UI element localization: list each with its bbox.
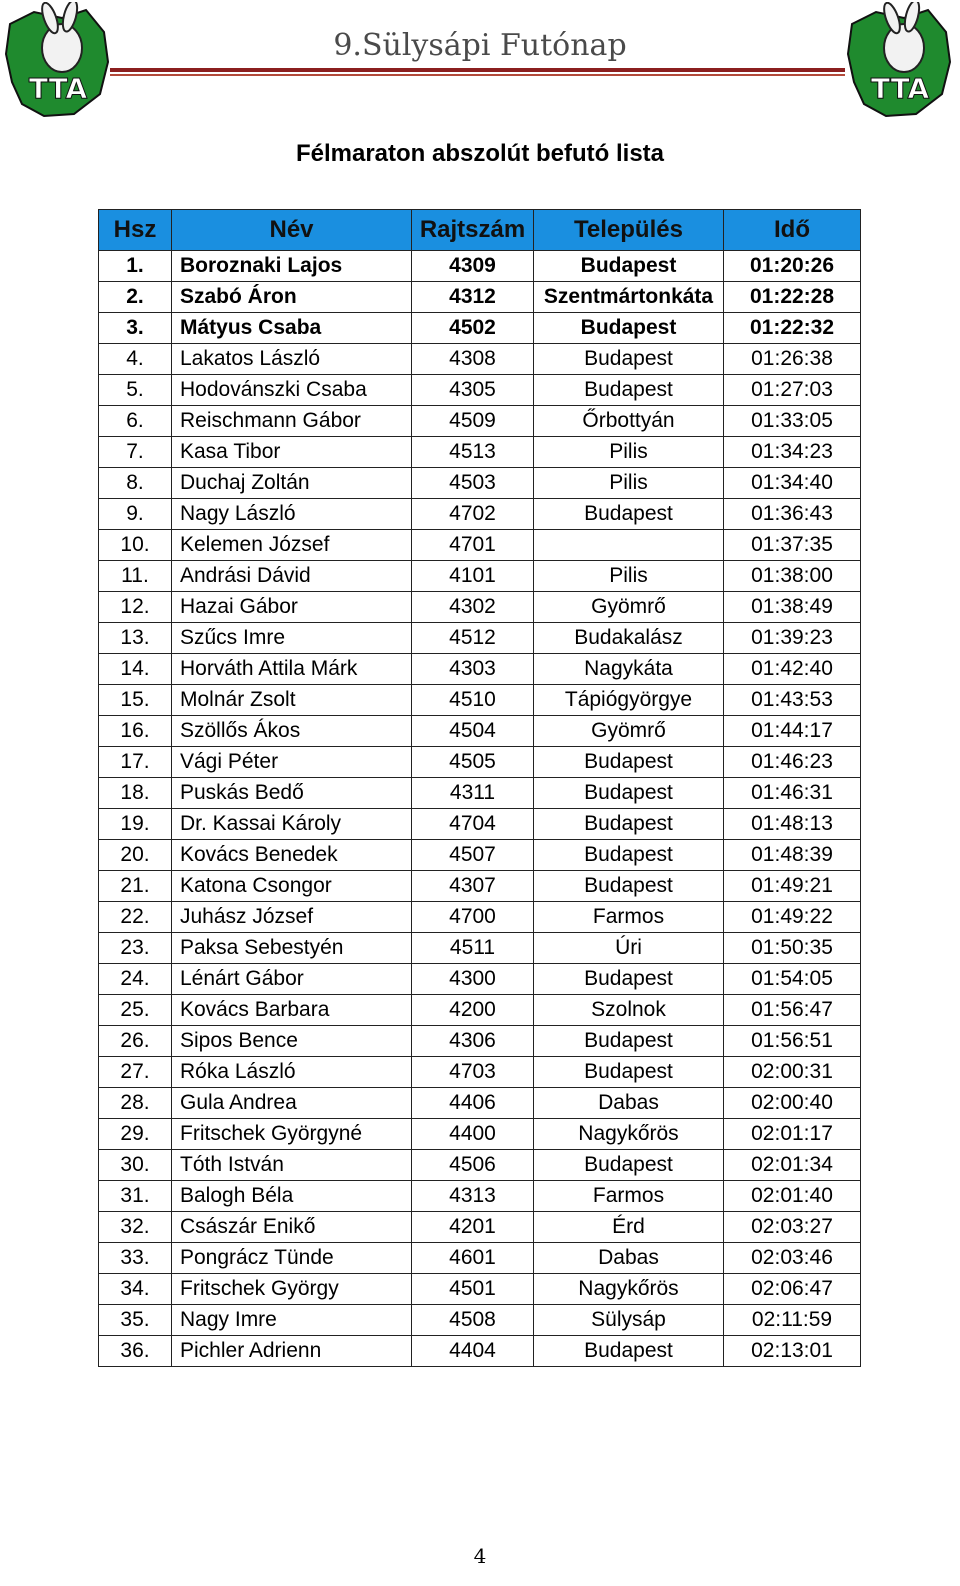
rank-cell: 26. bbox=[99, 1026, 172, 1057]
table-row bbox=[99, 623, 861, 654]
rank-cell: 3. bbox=[99, 313, 172, 344]
name-cell: Kovács Benedek bbox=[172, 840, 412, 871]
rank-cell: 18. bbox=[99, 778, 172, 809]
table-row bbox=[99, 468, 861, 499]
bib-cell: 4700 bbox=[412, 902, 534, 933]
town-cell: Szolnok bbox=[534, 995, 724, 1026]
table-row bbox=[99, 716, 861, 747]
table-row bbox=[99, 406, 861, 437]
table-row bbox=[99, 964, 861, 995]
bib-cell: 4504 bbox=[412, 716, 534, 747]
bib-cell: 4406 bbox=[412, 1088, 534, 1119]
town-cell: Budapest bbox=[534, 1026, 724, 1057]
name-cell: Szabó Áron bbox=[172, 282, 412, 313]
name-cell: Balogh Béla bbox=[172, 1181, 412, 1212]
page-number: 4 bbox=[473, 1544, 487, 1568]
header-rule-thin bbox=[110, 74, 845, 76]
town-cell: Pilis bbox=[534, 561, 724, 592]
town-cell: Budapest bbox=[534, 747, 724, 778]
table-row bbox=[99, 840, 861, 871]
name-cell: Dr. Kassai Károly bbox=[172, 809, 412, 840]
bib-cell: 4400 bbox=[412, 1119, 534, 1150]
name-cell: Vági Péter bbox=[172, 747, 412, 778]
document-title: Félmaraton abszolút befutó lista bbox=[295, 140, 665, 167]
time-cell: 01:48:13 bbox=[724, 809, 861, 840]
time-cell: 02:11:59 bbox=[724, 1305, 861, 1336]
time-cell: 01:39:23 bbox=[724, 623, 861, 654]
table-row bbox=[99, 902, 861, 933]
rank-cell: 9. bbox=[99, 499, 172, 530]
bib-cell: 4703 bbox=[412, 1057, 534, 1088]
town-cell: Dabas bbox=[534, 1243, 724, 1274]
table-row bbox=[99, 995, 861, 1026]
bib-cell: 4309 bbox=[412, 251, 534, 282]
rank-cell: 16. bbox=[99, 716, 172, 747]
town-cell: Pilis bbox=[534, 437, 724, 468]
bib-cell: 4601 bbox=[412, 1243, 534, 1274]
town-cell: Budapest bbox=[534, 344, 724, 375]
table-row bbox=[99, 530, 861, 561]
table-row bbox=[99, 654, 861, 685]
name-cell: Boroznaki Lajos bbox=[172, 251, 412, 282]
table-header-row bbox=[99, 210, 861, 251]
table-row bbox=[99, 1181, 861, 1212]
bib-cell: 4503 bbox=[412, 468, 534, 499]
rank-cell: 20. bbox=[99, 840, 172, 871]
bib-cell: 4501 bbox=[412, 1274, 534, 1305]
rank-cell: 8. bbox=[99, 468, 172, 499]
table-row bbox=[99, 592, 861, 623]
time-cell: 02:13:01 bbox=[724, 1336, 861, 1367]
time-cell: 01:34:23 bbox=[724, 437, 861, 468]
time-cell: 02:06:47 bbox=[724, 1274, 861, 1305]
town-cell: Budakalász bbox=[534, 623, 724, 654]
time-cell: 02:00:40 bbox=[724, 1088, 861, 1119]
results-body bbox=[99, 251, 861, 1367]
rank-cell: 24. bbox=[99, 964, 172, 995]
rank-cell: 14. bbox=[99, 654, 172, 685]
name-cell: Fritschek Györgyné bbox=[172, 1119, 412, 1150]
bib-cell: 4507 bbox=[412, 840, 534, 871]
name-cell: Kasa Tibor bbox=[172, 437, 412, 468]
bib-cell: 4505 bbox=[412, 747, 534, 778]
rank-cell: 30. bbox=[99, 1150, 172, 1181]
town-cell: Budapest bbox=[534, 778, 724, 809]
rank-cell: 2. bbox=[99, 282, 172, 313]
name-cell: Kelemen József bbox=[172, 530, 412, 561]
time-cell: 01:22:32 bbox=[724, 313, 861, 344]
bib-cell: 4308 bbox=[412, 344, 534, 375]
name-cell: Fritschek György bbox=[172, 1274, 412, 1305]
time-cell: 01:54:05 bbox=[724, 964, 861, 995]
column-header-time: Idő bbox=[724, 210, 861, 251]
time-cell: 01:22:28 bbox=[724, 282, 861, 313]
rank-cell: 1. bbox=[99, 251, 172, 282]
rank-cell: 4. bbox=[99, 344, 172, 375]
table-row bbox=[99, 1274, 861, 1305]
name-cell: Paksa Sebestyén bbox=[172, 933, 412, 964]
town-cell: Sülysáp bbox=[534, 1305, 724, 1336]
town-cell: Budapest bbox=[534, 871, 724, 902]
name-cell: Pichler Adrienn bbox=[172, 1336, 412, 1367]
table-row bbox=[99, 685, 861, 716]
column-header-rank: Hsz bbox=[99, 210, 172, 251]
table-row bbox=[99, 1305, 861, 1336]
table-row bbox=[99, 375, 861, 406]
name-cell: Juhász József bbox=[172, 902, 412, 933]
bib-cell: 4306 bbox=[412, 1026, 534, 1057]
time-cell: 01:50:35 bbox=[724, 933, 861, 964]
rank-cell: 12. bbox=[99, 592, 172, 623]
time-cell: 01:56:47 bbox=[724, 995, 861, 1026]
table-row bbox=[99, 1243, 861, 1274]
town-cell: Őrbottyán bbox=[534, 406, 724, 437]
rank-cell: 36. bbox=[99, 1336, 172, 1367]
bib-cell: 4508 bbox=[412, 1305, 534, 1336]
rank-cell: 13. bbox=[99, 623, 172, 654]
name-cell: Szöllős Ákos bbox=[172, 716, 412, 747]
name-cell: Császár Enikő bbox=[172, 1212, 412, 1243]
rank-cell: 22. bbox=[99, 902, 172, 933]
table-row bbox=[99, 1336, 861, 1367]
bib-cell: 4509 bbox=[412, 406, 534, 437]
rank-cell: 28. bbox=[99, 1088, 172, 1119]
rank-cell: 29. bbox=[99, 1119, 172, 1150]
town-cell: Farmos bbox=[534, 1181, 724, 1212]
bib-cell: 4513 bbox=[412, 437, 534, 468]
time-cell: 02:03:27 bbox=[724, 1212, 861, 1243]
time-cell: 01:43:53 bbox=[724, 685, 861, 716]
name-cell: Lakatos László bbox=[172, 344, 412, 375]
town-cell: Budapest bbox=[534, 1057, 724, 1088]
results-table bbox=[98, 209, 861, 1367]
time-cell: 01:20:26 bbox=[724, 251, 861, 282]
time-cell: 01:46:31 bbox=[724, 778, 861, 809]
name-cell: Lénárt Gábor bbox=[172, 964, 412, 995]
table-row bbox=[99, 1026, 861, 1057]
time-cell: 01:27:03 bbox=[724, 375, 861, 406]
time-cell: 01:34:40 bbox=[724, 468, 861, 499]
column-header-town: Település bbox=[534, 210, 724, 251]
town-cell: Nagykőrös bbox=[534, 1274, 724, 1305]
time-cell: 01:38:49 bbox=[724, 592, 861, 623]
rank-cell: 25. bbox=[99, 995, 172, 1026]
bib-cell: 4511 bbox=[412, 933, 534, 964]
table-row bbox=[99, 499, 861, 530]
rank-cell: 33. bbox=[99, 1243, 172, 1274]
bib-cell: 4302 bbox=[412, 592, 534, 623]
bib-cell: 4300 bbox=[412, 964, 534, 995]
town-cell: Budapest bbox=[534, 809, 724, 840]
rank-cell: 17. bbox=[99, 747, 172, 778]
name-cell: Horváth Attila Márk bbox=[172, 654, 412, 685]
table-row bbox=[99, 344, 861, 375]
bib-cell: 4303 bbox=[412, 654, 534, 685]
event-title: 9.Sülysápi Futónap bbox=[333, 28, 627, 63]
name-cell: Hodovánszki Csaba bbox=[172, 375, 412, 406]
town-cell: Gyömrő bbox=[534, 592, 724, 623]
time-cell: 02:01:40 bbox=[724, 1181, 861, 1212]
time-cell: 01:36:43 bbox=[724, 499, 861, 530]
bib-cell: 4701 bbox=[412, 530, 534, 561]
name-cell: Sipos Bence bbox=[172, 1026, 412, 1057]
town-cell: Pilis bbox=[534, 468, 724, 499]
time-cell: 01:33:05 bbox=[724, 406, 861, 437]
time-cell: 01:26:38 bbox=[724, 344, 861, 375]
time-cell: 01:42:40 bbox=[724, 654, 861, 685]
bib-cell: 4313 bbox=[412, 1181, 534, 1212]
time-cell: 01:37:35 bbox=[724, 530, 861, 561]
town-cell: Budapest bbox=[534, 1336, 724, 1367]
time-cell: 02:01:17 bbox=[724, 1119, 861, 1150]
town-cell: Gyömrő bbox=[534, 716, 724, 747]
header-rule-thick bbox=[110, 68, 845, 72]
bib-cell: 4305 bbox=[412, 375, 534, 406]
table-row bbox=[99, 561, 861, 592]
logo-text: TTA bbox=[870, 72, 930, 105]
town-cell: Farmos bbox=[534, 902, 724, 933]
name-cell: Kovács Barbara bbox=[172, 995, 412, 1026]
table-row bbox=[99, 871, 861, 902]
table-row bbox=[99, 313, 861, 344]
table-row bbox=[99, 1057, 861, 1088]
name-cell: Róka László bbox=[172, 1057, 412, 1088]
table-row bbox=[99, 282, 861, 313]
bib-cell: 4512 bbox=[412, 623, 534, 654]
town-cell: Budapest bbox=[534, 499, 724, 530]
column-header-name: Név bbox=[172, 210, 412, 251]
rank-cell: 15. bbox=[99, 685, 172, 716]
town-cell: Budapest bbox=[534, 1150, 724, 1181]
town-cell bbox=[534, 530, 724, 561]
bib-cell: 4312 bbox=[412, 282, 534, 313]
bib-cell: 4702 bbox=[412, 499, 534, 530]
name-cell: Puskás Bedő bbox=[172, 778, 412, 809]
town-cell: Dabas bbox=[534, 1088, 724, 1119]
table-row bbox=[99, 251, 861, 282]
time-cell: 02:03:46 bbox=[724, 1243, 861, 1274]
bib-cell: 4101 bbox=[412, 561, 534, 592]
table-row bbox=[99, 1088, 861, 1119]
rank-cell: 10. bbox=[99, 530, 172, 561]
town-cell: Tápiógyörgye bbox=[534, 685, 724, 716]
bib-cell: 4510 bbox=[412, 685, 534, 716]
time-cell: 01:44:17 bbox=[724, 716, 861, 747]
name-cell: Tóth István bbox=[172, 1150, 412, 1181]
rank-cell: 11. bbox=[99, 561, 172, 592]
time-cell: 01:38:00 bbox=[724, 561, 861, 592]
name-cell: Andrási Dávid bbox=[172, 561, 412, 592]
bib-cell: 4502 bbox=[412, 313, 534, 344]
column-header-bib: Rajtszám bbox=[412, 210, 534, 251]
name-cell: Duchaj Zoltán bbox=[172, 468, 412, 499]
logo-text: TTA bbox=[28, 72, 88, 105]
town-cell: Nagykőrös bbox=[534, 1119, 724, 1150]
time-cell: 02:01:34 bbox=[724, 1150, 861, 1181]
table-row bbox=[99, 1212, 861, 1243]
table-row bbox=[99, 747, 861, 778]
table-row bbox=[99, 809, 861, 840]
rank-cell: 31. bbox=[99, 1181, 172, 1212]
table-row bbox=[99, 1150, 861, 1181]
time-cell: 01:49:21 bbox=[724, 871, 861, 902]
bib-cell: 4200 bbox=[412, 995, 534, 1026]
time-cell: 01:56:51 bbox=[724, 1026, 861, 1057]
town-cell: Budapest bbox=[534, 251, 724, 282]
town-cell: Budapest bbox=[534, 375, 724, 406]
rank-cell: 34. bbox=[99, 1274, 172, 1305]
rank-cell: 21. bbox=[99, 871, 172, 902]
name-cell: Gula Andrea bbox=[172, 1088, 412, 1119]
town-cell: Szentmártonkáta bbox=[534, 282, 724, 313]
time-cell: 01:46:23 bbox=[724, 747, 861, 778]
bib-cell: 4311 bbox=[412, 778, 534, 809]
bib-cell: 4201 bbox=[412, 1212, 534, 1243]
town-cell: Érd bbox=[534, 1212, 724, 1243]
town-cell: Budapest bbox=[534, 313, 724, 344]
name-cell: Katona Csongor bbox=[172, 871, 412, 902]
time-cell: 01:49:22 bbox=[724, 902, 861, 933]
rank-cell: 35. bbox=[99, 1305, 172, 1336]
bib-cell: 4506 bbox=[412, 1150, 534, 1181]
rank-cell: 7. bbox=[99, 437, 172, 468]
table-row bbox=[99, 437, 861, 468]
bib-cell: 4307 bbox=[412, 871, 534, 902]
name-cell: Nagy László bbox=[172, 499, 412, 530]
rank-cell: 6. bbox=[99, 406, 172, 437]
rank-cell: 5. bbox=[99, 375, 172, 406]
town-cell: Budapest bbox=[534, 840, 724, 871]
name-cell: Nagy Imre bbox=[172, 1305, 412, 1336]
table-row bbox=[99, 933, 861, 964]
name-cell: Szűcs Imre bbox=[172, 623, 412, 654]
time-cell: 01:48:39 bbox=[724, 840, 861, 871]
rank-cell: 27. bbox=[99, 1057, 172, 1088]
bib-cell: 4404 bbox=[412, 1336, 534, 1367]
rank-cell: 32. bbox=[99, 1212, 172, 1243]
town-cell: Úri bbox=[534, 933, 724, 964]
town-cell: Nagykáta bbox=[534, 654, 724, 685]
bib-cell: 4704 bbox=[412, 809, 534, 840]
rank-cell: 23. bbox=[99, 933, 172, 964]
table-row bbox=[99, 1119, 861, 1150]
rank-cell: 19. bbox=[99, 809, 172, 840]
time-cell: 02:00:31 bbox=[724, 1057, 861, 1088]
name-cell: Hazai Gábor bbox=[172, 592, 412, 623]
name-cell: Mátyus Csaba bbox=[172, 313, 412, 344]
town-cell: Budapest bbox=[534, 964, 724, 995]
name-cell: Reischmann Gábor bbox=[172, 406, 412, 437]
name-cell: Pongrácz Tünde bbox=[172, 1243, 412, 1274]
name-cell: Molnár Zsolt bbox=[172, 685, 412, 716]
table-row bbox=[99, 778, 861, 809]
